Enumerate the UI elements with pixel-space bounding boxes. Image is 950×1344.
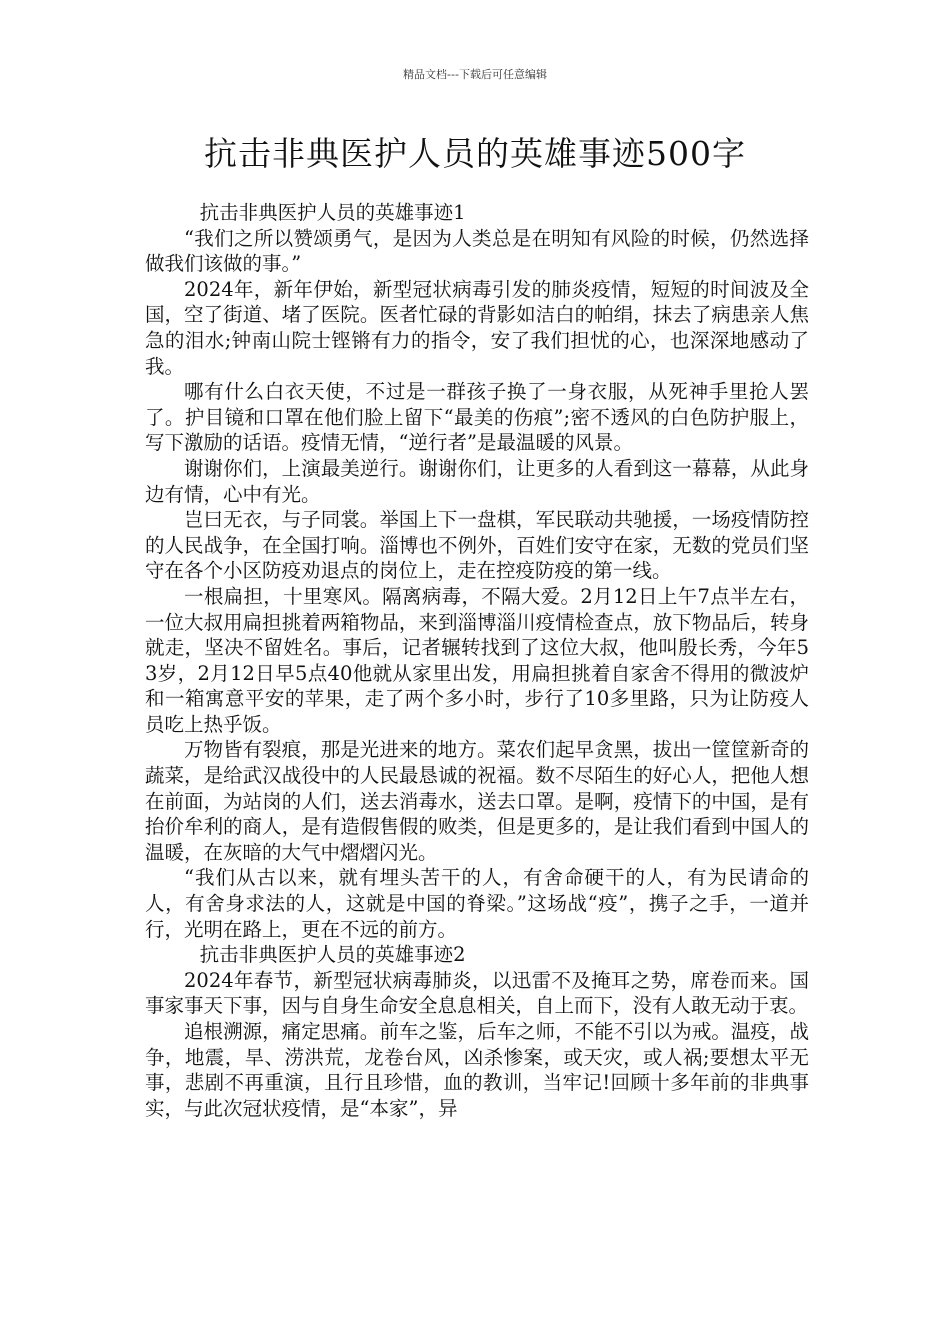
paragraph: 岂曰无衣，与子同裳。举国上下一盘棋，军民联动共驰援，一场疫情防控的人民战争，在全国打响。淄博也不例外，百姓们安守在家，无数的党员们坚守在各个小区防疫劝退点的岗位上，走在控疫防疫的第一线。 bbox=[145, 508, 809, 583]
paragraph: 万物皆有裂痕，那是光进来的地方。菜农们起早贪黑，拔出一筐筐新奇的蔬菜，是给武汉战役中的人民最恳诚的祝福。数不尽陌生的好心人，把他人想在前面，为站岗的人们，送去消毒水，送去口罩。是啊，疫情下的中国，是有抬价牟利的商人，是有造假售假的败类，但是更多的，是让我们看到中国人的温暖，在灰暗的大气中熠熠闪光。 bbox=[145, 738, 809, 864]
document-body bbox=[145, 200, 809, 1121]
paragraph: 2024年，新年伊始，新型冠状病毒引发的肺炎疫情，短短的时间波及全国，空了街道、堵了医院。医者忙碌的背影如洁白的帕绢，抹去了病患亲人焦急的泪水;钟南山院士铿锵有力的指令，安了我们担忧的心，也深深地感动了我。 bbox=[145, 277, 809, 378]
paragraph: 谢谢你们，上演最美逆行。谢谢你们，让更多的人看到这一幕幕，从此身边有情，心中有光。 bbox=[145, 456, 809, 506]
section-heading: 抗击非典医护人员的英雄事迹1 bbox=[199, 201, 466, 224]
paragraph: 一根扁担，十里寒风。隔离病毒，不隔大爱。2月12日上午7点半左右，一位大叔用扁担挑着两箱物品，来到淄博淄川疫情检查点，放下物品后，转身就走，坚决不留姓名。事后，记者辗转找到了这位大叔，他叫殷长秀，今年53岁，2月12日早5点40他就从家里出发，用扁担挑着自家舍不得用的微波炉和一箱寓意平安的苹果，走了两个多小时，步行了10多里路，只为让防疫人员吃上热乎饭。 bbox=[145, 584, 809, 736]
paragraph: “我们从古以来，就有埋头苦干的人，有舍命硬干的人，有为民请命的人，有舍身求法的人，这就是中国的脊梁。”这场战“疫”，携子之手，一道并行，光明在路上，更在不远的前方。 bbox=[145, 866, 809, 941]
paragraph: 2024年春节，新型冠状病毒肺炎，以迅雷不及掩耳之势，席卷而来。国事家事天下事，因与自身生命安全息息相关，自上而下，没有人敢无动于衷。 bbox=[145, 968, 809, 1018]
paragraph: 哪有什么白衣天使，不过是一群孩子换了一身衣服，从死神手里抢人罢了。护目镜和口罩在他们脸上留下“最美的伤痕”;密不透风的白色防护服上，写下激励的话语。疫情无情，“逆行者”是最温暖的风景。 bbox=[145, 380, 809, 455]
paragraph: 追根溯源，痛定思痛。前车之鉴，后车之师，不能不引以为戒。温疫，战争，地震，旱、涝洪荒，龙卷台风，凶杀惨案，或天灾，或人祸;要想太平无事，悲剧不再重演，且行且珍惜，血的教训，当牢记!回顾十多年前的非典事实，与此次冠状疫情，是“本家”，异 bbox=[145, 1020, 809, 1120]
paragraph: “我们之所以赞颂勇气，是因为人类总是在明知有风险的时候，仍然选择做我们该做的事。” bbox=[145, 226, 809, 276]
section-heading: 抗击非典医护人员的英雄事迹2 bbox=[199, 943, 466, 967]
header-note: 精品文档---下载后可任意编辑 bbox=[403, 68, 547, 81]
document-title: 抗击非典医护人员的英雄事迹500字 bbox=[204, 134, 746, 173]
